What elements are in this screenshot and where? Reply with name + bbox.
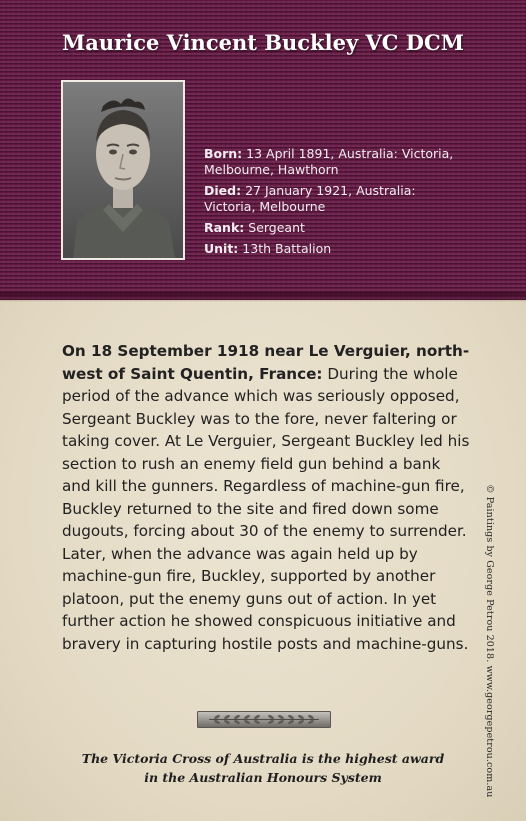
fact-value: 13 April 1891, Australia: Victoria, Melbourne, Hawthorn	[204, 146, 454, 177]
soldier-portrait-photo	[61, 80, 185, 260]
vc-citation	[62, 340, 470, 655]
painting-credit: © Paintings by George Petrou 2018. www.georgepetrou.com.au	[484, 484, 495, 798]
fact-rank	[204, 220, 464, 236]
fact-value: 27 January 1921, Australia: Victoria, Melbourne	[204, 183, 416, 214]
footer-note	[0, 749, 526, 787]
fact-value: Sergeant	[244, 220, 305, 235]
service-facts	[204, 146, 464, 262]
fact-died	[204, 183, 464, 215]
portrait-illustration	[63, 82, 183, 258]
footer-line: The Victoria Cross of Australia is the highest award	[81, 751, 445, 766]
header-edge-shadow	[0, 292, 526, 302]
fact-label: Born:	[204, 146, 243, 161]
laurel-medal-bar-icon	[197, 711, 331, 728]
citation-body: During the whole period of the advance which was seriously opposed, Sergeant Buckley was to the fore, never faltering or taking cover. At Le Verguier, Sergeant Buckley led his section to rush an enemy field gun behind a bank and kill the gunners. Regardless of machine-gun fire, Buckley returned to the site and fired down some dugouts, forcing about 30 of the enemy to surrender. Later, when the advance was again held up by machine-gun fire, Buckley, supported by another platoon, put the enemy guns out of action. In yet further action he showed conspicuous initiative and bravery in capturing hostile posts and machine-guns.	[62, 364, 470, 653]
fact-label: Died:	[204, 183, 242, 198]
fact-label: Rank:	[204, 220, 245, 235]
fact-value: 13th Battalion	[238, 241, 332, 256]
fact-born	[204, 146, 464, 178]
page-title: Maurice Vincent Buckley VC DCM	[62, 30, 464, 55]
citation-lead: On 18 September 1918 near Le Verguier, north-west of Saint Quentin, France:	[62, 342, 470, 383]
fact-label: Unit:	[204, 241, 239, 256]
footer-line: in the Australian Honours System	[144, 770, 382, 785]
fact-unit	[204, 241, 464, 257]
